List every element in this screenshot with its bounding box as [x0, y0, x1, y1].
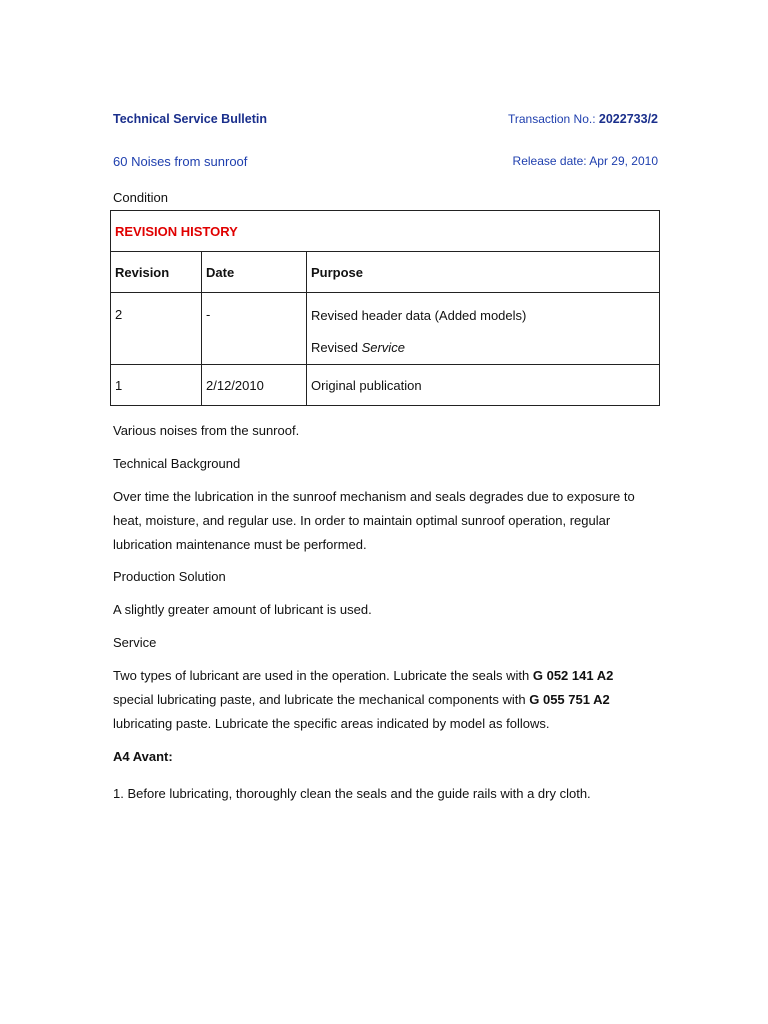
bulletin-subject: 60 Noises from sunroof [113, 154, 248, 169]
production-solution-heading: Production Solution [113, 569, 226, 584]
revision-table-header [111, 252, 660, 293]
purpose-cell: Original publication [307, 365, 660, 406]
column-header-date: Date [202, 252, 307, 293]
table-row [111, 293, 660, 365]
revision-table-title: REVISION HISTORY [111, 211, 660, 252]
revision-history-table [110, 210, 660, 406]
bulletin-title: Technical Service Bulletin [113, 112, 267, 126]
service-line: special lubricating paste, and lubricate the mechanical components with G 055 751 A2 [113, 692, 610, 707]
transaction-label: Transaction No.: [507, 112, 599, 126]
condition-heading: Condition [113, 190, 168, 205]
purpose-line: Revised Service [311, 340, 405, 355]
service-line: Two types of lubricant are used in the operation. Lubricate the seals with G 052 141 A2 [113, 668, 614, 683]
part-number: G 055 751 A2 [529, 692, 610, 707]
table-row [111, 365, 660, 406]
column-header-purpose: Purpose [307, 252, 660, 293]
service-heading: Service [113, 635, 157, 650]
revision-cell: 1 [111, 365, 202, 406]
part-number: G 052 141 A2 [532, 668, 614, 683]
technical-background-line: lubrication maintenance must be performed. [113, 537, 367, 552]
step-item: 1. Before lubricating, thoroughly clean the seals and the guide rails with a dry cloth. [113, 786, 591, 801]
transaction-number [508, 112, 658, 126]
transaction-value: 2022733/2 [598, 112, 658, 126]
revision-cell: 2 [111, 293, 202, 365]
date-cell: - [202, 293, 307, 365]
model-heading: A4 Avant: [113, 749, 173, 764]
technical-background-line: heat, moisture, and regular use. In order to maintain optimal sunroof operation, regular [113, 513, 611, 528]
release-date: Release date: Apr 29, 2010 [512, 154, 658, 168]
technical-background-heading: Technical Background [113, 456, 241, 471]
column-header-revision: Revision [111, 252, 202, 293]
technical-background-line: Over time the lubrication in the sunroof mechanism and seals degrades due to exposure to [113, 489, 635, 504]
purpose-cell [307, 293, 660, 365]
service-line: lubricating paste. Lubricate the specific areas indicated by model as follows. [113, 716, 550, 731]
condition-text: Various noises from the sunroof. [113, 423, 300, 438]
date-cell: 2/12/2010 [202, 365, 307, 406]
production-solution-text: A slightly greater amount of lubricant is used. [113, 602, 372, 617]
purpose-line: Revised header data (Added models) [311, 308, 527, 323]
